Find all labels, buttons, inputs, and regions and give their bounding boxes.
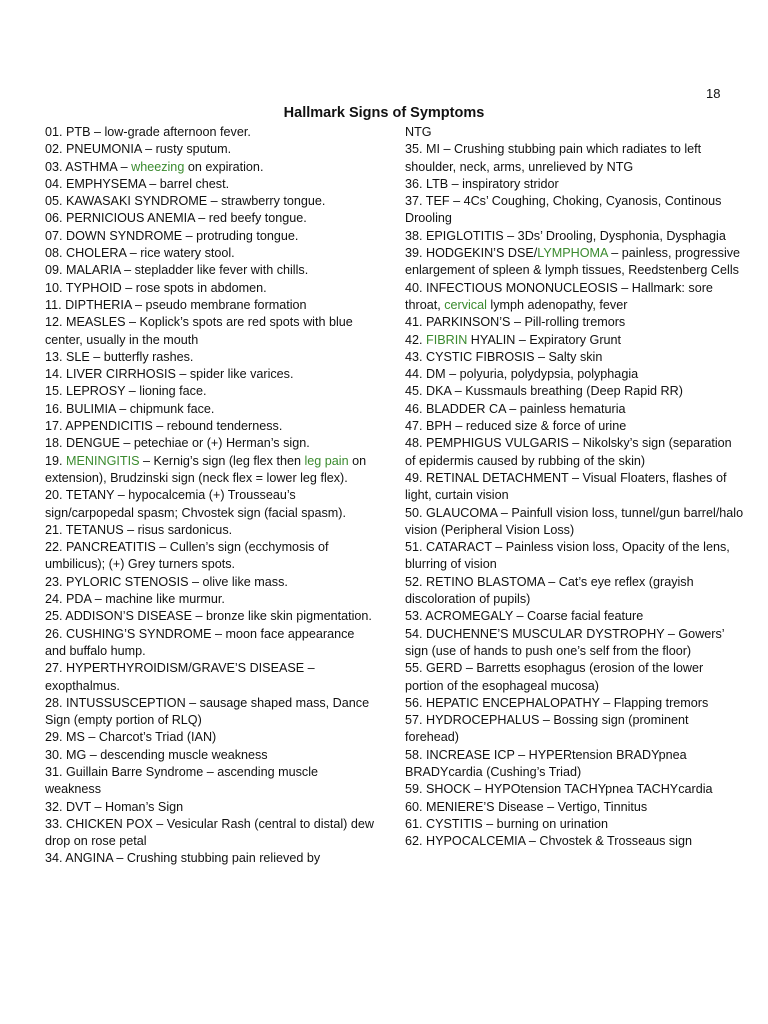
item-text: 53. ACROMEGALY – Coarse facial feature [405, 609, 644, 624]
list-item [45, 435, 375, 452]
list-item [45, 262, 375, 279]
list-item [405, 712, 745, 747]
item-text: lymph adenopathy, fever [486, 297, 628, 312]
list-item [45, 747, 375, 764]
item-text: 30. MG – descending muscle weakness [45, 747, 268, 762]
list-item [405, 332, 745, 349]
list-item [405, 228, 745, 245]
item-text: 44. DM – polyuria, polydypsia, polyphagia [405, 367, 639, 382]
item-text: 06. PERNICIOUS ANEMIA – red beefy tongue. [45, 211, 307, 226]
item-text: 12. MEASLES – Koplick’s spots are red spots with blue center, usually in the mouth [45, 315, 353, 347]
page-title: Hallmark Signs of Symptoms [283, 105, 485, 121]
item-text: – Kernig’s sign (leg flex then [139, 453, 305, 468]
list-item [45, 764, 375, 799]
list-item [45, 141, 375, 158]
item-text: 05. KAWASAKI SYNDROME – strawberry tongue. [45, 194, 326, 209]
item-text: 54. DUCHENNE’S MUSCULAR DYSTROPHY – Gowers’ sign (use of hands to push one’s self from the floor) [405, 626, 725, 658]
list-item [405, 539, 745, 574]
list-item [405, 245, 745, 280]
list-item [45, 280, 375, 297]
item-text: 34. ANGINA – Crushing stubbing pain relieved by [45, 851, 321, 866]
list-item [405, 747, 745, 782]
item-text: 25. ADDISON’S DISEASE – bronze like skin pigmentation. [45, 609, 372, 624]
list-item [405, 574, 745, 609]
list-item [45, 729, 375, 746]
item-text: 57. HYDROCEPHALUS – Bossing sign (prominent forehead) [405, 713, 689, 745]
list-item [45, 418, 375, 435]
list-item [45, 193, 375, 210]
item-text: on expiration. [184, 159, 264, 174]
item-text: 11. DIPTHERIA – pseudo membrane formation [45, 297, 307, 312]
item-text: 17. APPENDICITIS – rebound tenderness. [45, 419, 283, 434]
list-item [405, 799, 745, 816]
item-text: 40. INFECTIOUS MONONUCLEOSIS – Hallmark: sore throat, [405, 280, 713, 312]
item-text: 33. CHICKEN POX – Vesicular Rash (central to distal) dew drop on rose petal [45, 816, 374, 849]
list-item [405, 435, 745, 470]
list-item [405, 695, 745, 712]
list-item [405, 124, 745, 141]
list-item [45, 124, 375, 141]
item-text: 19. [45, 453, 67, 468]
item-text: 24. PDA – machine like murmur. [45, 592, 225, 607]
list-item [405, 833, 745, 850]
item-text: 41. PARKINSON’S – Pill-rolling tremors [405, 315, 626, 330]
list-item [405, 505, 745, 540]
list-item [45, 850, 375, 867]
item-text: 07. DOWN SYNDROME – protruding tongue. [45, 228, 299, 243]
item-text: 13. SLE – butterfly rashes. [45, 349, 194, 364]
item-text: 03. ASTHMA – [45, 159, 132, 174]
item-text: 22. PANCREATITIS – Cullen’s sign (ecchymosis of umbilicus); (+) Grey turners spots. [45, 540, 329, 572]
list-item [405, 470, 745, 505]
item-text: 29. MS – Charcot’s Triad (IAN) [45, 730, 217, 745]
item-text: 20. TETANY – hypocalcemia (+) Trousseau’s sign/carpopedal spasm; Chvostek sign (facial spasm). [45, 488, 346, 520]
list-item [45, 522, 375, 539]
item-text: NTG [405, 125, 432, 139]
list-item [45, 591, 375, 608]
list-item [405, 349, 745, 366]
item-text: 51. CATARACT – Painless vision loss, Opacity of the lens, blurring of vision [405, 540, 730, 572]
item-text: 46. BLADDER CA – painless hematuria [405, 401, 626, 416]
list-item [45, 816, 375, 851]
item-text: 47. BPH – reduced size & force of urine [405, 419, 627, 434]
list-item [405, 816, 745, 833]
item-text: 32. DVT – Homan’s Sign [45, 799, 184, 814]
item-text: 04. EMPHYSEMA – barrel chest. [45, 176, 230, 191]
item-text: 48. PEMPHIGUS VULGARIS – Nikolsky’s sign (separation of epidermis caused by rubbing of the skin) [405, 436, 732, 468]
item-text: 56. HEPATIC ENCEPHALOPATHY – Flapping tremors [405, 695, 709, 710]
item-text: 52. RETINO BLASTOMA – Cat’s eye reflex (grayish discoloration of pupils) [405, 574, 694, 607]
item-text: 58. INCREASE ICP – HYPERtension BRADYpnea BRADYcardia (Cushing’s Triad) [405, 747, 687, 779]
list-item [405, 176, 745, 193]
list-item [405, 418, 745, 435]
list-item [45, 453, 375, 488]
item-text: 50. GLAUCOMA – Painfull vision loss, tunnel/gun barrel/halo vision (Peripheral Vision Loss) [405, 505, 744, 537]
list-item [45, 401, 375, 418]
list-item [45, 366, 375, 383]
list-item [405, 366, 745, 383]
list-item [45, 799, 375, 816]
item-text: 49. RETINAL DETACHMENT – Visual Floaters, flashes of light, curtain vision [405, 470, 727, 503]
item-text: 16. BULIMIA – chipmunk face. [45, 401, 215, 416]
item-text: 28. INTUSSUSCEPTION – sausage shaped mass, Dance Sign (empty portion of RLQ) [45, 695, 370, 728]
item-text: 59. SHOCK – HYPOtension TACHYpnea TACHYcardia [405, 782, 713, 797]
list-item [45, 574, 375, 591]
item-text: 55. GERD – Barretts esophagus (erosion of the lower portion of the esophageal mucosa) [405, 661, 704, 693]
highlighted-text: cervical [444, 297, 487, 312]
item-text: 14. LIVER CIRRHOSIS – spider like varices. [45, 367, 294, 382]
item-text: 02. PNEUMONIA – rusty sputum. [45, 142, 232, 157]
list-item [405, 141, 745, 176]
item-text: 15. LEPROSY – lioning face. [45, 384, 207, 399]
item-text: on extension), Brudzinski sign (neck flex = lower leg flex). [45, 453, 367, 485]
list-item [45, 314, 375, 349]
list-item [45, 210, 375, 227]
list-item [45, 539, 375, 574]
list-item [405, 280, 745, 315]
item-text: 43. CYSTIC FIBROSIS – Salty skin [405, 349, 603, 364]
page-number: 18 [706, 86, 721, 101]
list-item [405, 401, 745, 418]
item-text: 42. [405, 332, 427, 347]
highlighted-text: leg pain [304, 453, 349, 468]
item-text: 39. HODGEKIN’S DSE/ [405, 246, 538, 261]
item-text: 45. DKA – Kussmauls breathing (Deep Rapid RR) [405, 384, 683, 399]
item-text: 08. CHOLERA – rice watery stool. [45, 246, 235, 261]
list-item [45, 349, 375, 366]
list-item [45, 695, 375, 730]
list-item [405, 608, 745, 625]
list-item [45, 245, 375, 262]
item-text: 36. LTB – inspiratory stridor [405, 176, 559, 191]
list-item [45, 383, 375, 400]
item-text: 61. CYSTITIS – burning on urination [405, 816, 609, 831]
list-item [45, 608, 375, 625]
item-text: 31. Guillain Barre Syndrome – ascending muscle weakness [45, 764, 319, 797]
highlighted-text: FIBRIN [426, 332, 468, 347]
list-item [405, 193, 745, 228]
item-text: 21. TETANUS – risus sardonicus. [45, 522, 233, 537]
highlighted-text: wheezing [131, 159, 185, 174]
item-text: 18. DENGUE – petechiae or (+) Herman’s sign. [45, 436, 310, 451]
list-item [45, 159, 375, 176]
list-item [45, 626, 375, 661]
right-column-list [405, 124, 745, 850]
list-item [45, 228, 375, 245]
item-text: – painless, progressive enlargement of spleen & lymph tissues, Reedstenberg Cells [405, 246, 741, 278]
item-text: 62. HYPOCALCEMIA – Chvostek & Trosseaus sign [405, 834, 692, 849]
list-item [405, 626, 745, 661]
item-text: 09. MALARIA – stepladder like fever with chills. [45, 263, 309, 278]
list-item [45, 297, 375, 314]
item-text: 38. EPIGLOTITIS – 3Ds’ Drooling, Dysphonia, Dysphagia [405, 228, 726, 243]
list-item [405, 781, 745, 798]
highlighted-text: MENINGITIS [66, 453, 140, 468]
list-item [45, 660, 375, 695]
list-item [45, 487, 375, 522]
item-text: 26. CUSHING’S SYNDROME – moon face appearance and buffalo hump. [45, 626, 355, 658]
list-item [405, 383, 745, 400]
item-text: 27. HYPERTHYROIDISM/GRAVE’S DISEASE – exopthalmus. [45, 661, 315, 693]
item-text: 60. MENIERE’S Disease – Vertigo, Tinnitus [405, 799, 648, 814]
item-text: HYALIN – Expiratory Grunt [467, 332, 622, 347]
item-text: 01. PTB – low-grade afternoon fever. [45, 125, 251, 139]
item-text: 23. PYLORIC STENOSIS – olive like mass. [45, 574, 288, 589]
list-item [45, 176, 375, 193]
list-item [405, 314, 745, 331]
item-text: 35. MI – Crushing stubbing pain which radiates to left shoulder, neck, arms, unrelieved by NTG [405, 142, 702, 174]
highlighted-text: LYMPHOMA [537, 246, 608, 261]
item-text: 10. TYPHOID – rose spots in abdomen. [45, 280, 267, 295]
left-column-list [45, 124, 375, 868]
list-item [405, 660, 745, 695]
item-text: 37. TEF – 4Cs’ Coughing, Choking, Cyanosis, Continous Drooling [405, 194, 722, 226]
